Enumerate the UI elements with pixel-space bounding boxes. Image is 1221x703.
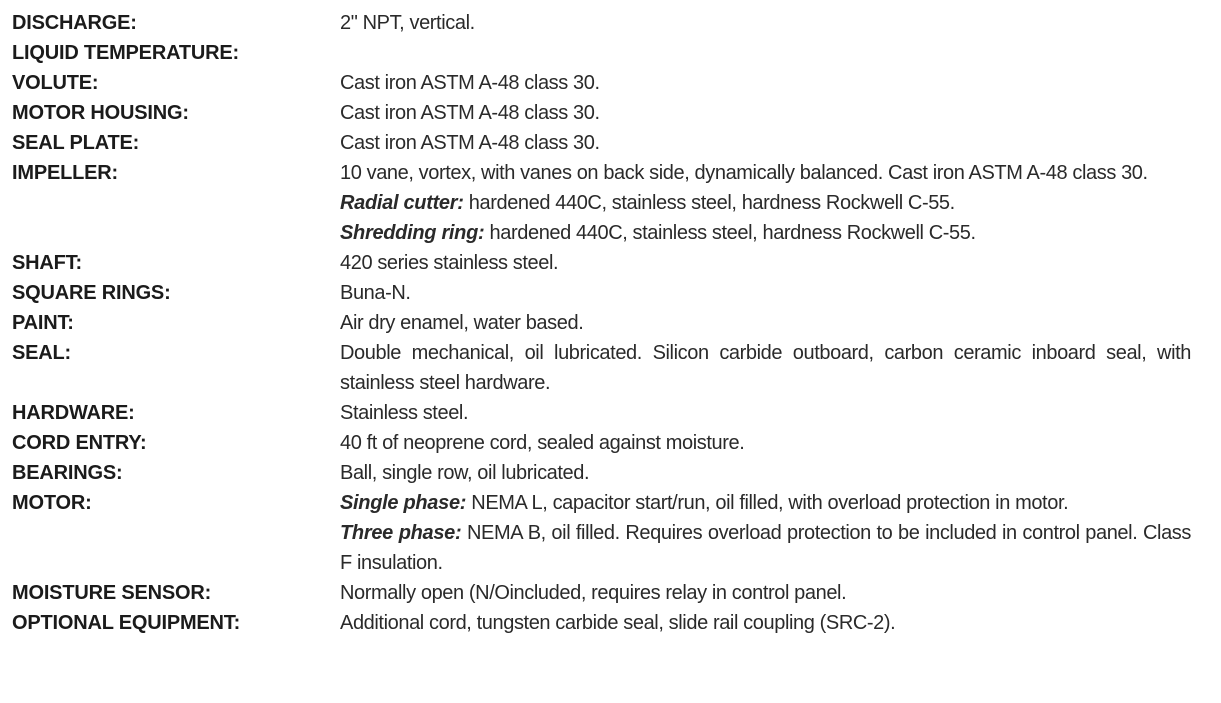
spec-value: Additional cord, tungsten carbide seal, slide rail coupling (SRC-2).: [340, 612, 896, 634]
spec-value: Stainless steel.: [340, 402, 469, 424]
spec-value-group: [340, 488, 1191, 578]
spec-value: Buna-N.: [340, 282, 411, 304]
spec-label: SEAL:: [12, 342, 72, 364]
spec-value: Air dry enamel, water based.: [340, 312, 584, 334]
spec-label: SQUARE RINGS:: [12, 282, 171, 304]
spec-row-motor-housing: [12, 98, 1191, 128]
spec-label: BEARINGS:: [12, 462, 123, 484]
three-phase-line: [340, 518, 1191, 578]
single-phase-term: Single phase:: [340, 492, 467, 514]
spec-row-impeller: [12, 158, 1191, 248]
spec-value: Cast iron ASTM A-48 class 30.: [340, 102, 600, 124]
impeller-description: 10 vane, vortex, with vanes on back side, dynamically balanced. Cast iron ASTM A-48 class 30.: [340, 162, 1148, 184]
spec-row-volute: [12, 68, 1191, 98]
spec-row-discharge: [12, 8, 1191, 38]
spec-label: MOTOR HOUSING:: [12, 102, 189, 124]
spec-label: SHAFT:: [12, 252, 82, 274]
spec-row-bearings: [12, 458, 1191, 488]
spec-value: 40 ft of neoprene cord, sealed against moisture.: [340, 432, 745, 454]
spec-row-seal-plate: [12, 128, 1191, 158]
spec-label: HARDWARE:: [12, 402, 135, 424]
spec-label: MOISTURE SENSOR:: [12, 582, 212, 604]
spec-value: 420 series stainless steel.: [340, 252, 559, 274]
spec-row-seal: [12, 338, 1191, 398]
spec-row-square-rings: [12, 278, 1191, 308]
spec-value: 2" NPT, vertical.: [340, 12, 475, 34]
spec-row-shaft: [12, 248, 1191, 278]
spec-value-cell: [340, 338, 1191, 398]
spec-label: MOTOR:: [12, 492, 92, 514]
spec-value: Normally open (N/Oincluded, requires relay in control panel.: [340, 582, 847, 604]
spec-value: Cast iron ASTM A-48 class 30.: [340, 72, 600, 94]
spec-label: IMPELLER:: [12, 162, 118, 184]
spec-value-group: [340, 158, 1191, 248]
radial-cutter-line: [340, 188, 1191, 218]
three-phase-term: Three phase:: [340, 522, 462, 544]
spec-row-paint: [12, 308, 1191, 338]
single-phase-text: NEMA L, capacitor start/run, oil filled, with overload protection in motor.: [466, 492, 1069, 514]
single-phase-line: [340, 488, 1191, 518]
spec-label: DISCHARGE:: [12, 12, 137, 34]
specifications-table: [12, 8, 1191, 638]
spec-label: PAINT:: [12, 312, 74, 334]
spec-value: Double mechanical, oil lubricated. Silicon carbide outboard, carbon ceramic inboard seal, with stainless steel hardware.: [340, 342, 1191, 394]
three-phase-text: NEMA B, oil filled. Requires overload protection to be included in control panel. Class F insulation.: [340, 522, 1191, 574]
shredding-ring-term: Shredding ring:: [340, 222, 485, 244]
spec-row-liquid-temperature: [12, 38, 1191, 68]
spec-row-optional-equipment: [12, 608, 1191, 638]
spec-label: VOLUTE:: [12, 72, 99, 94]
spec-value: Cast iron ASTM A-48 class 30.: [340, 132, 600, 154]
shredding-ring-text: hardened 440C, stainless steel, hardness Rockwell C-55.: [484, 222, 976, 244]
spec-row-moisture-sensor: [12, 578, 1191, 608]
spec-label: SEAL PLATE:: [12, 132, 140, 154]
radial-cutter-term: Radial cutter:: [340, 192, 464, 214]
spec-label: CORD ENTRY:: [12, 432, 147, 454]
spec-label: LIQUID TEMPERATURE:: [12, 42, 239, 64]
spec-row-cord-entry: [12, 428, 1191, 458]
spec-row-hardware: [12, 398, 1191, 428]
spec-label: OPTIONAL EQUIPMENT:: [12, 612, 241, 634]
spec-value: [340, 38, 1191, 68]
spec-row-motor: [12, 488, 1191, 578]
radial-cutter-text: hardened 440C, stainless steel, hardness Rockwell C-55.: [463, 192, 955, 214]
shredding-ring-line: [340, 218, 1191, 248]
spec-value: Ball, single row, oil lubricated.: [340, 462, 590, 484]
